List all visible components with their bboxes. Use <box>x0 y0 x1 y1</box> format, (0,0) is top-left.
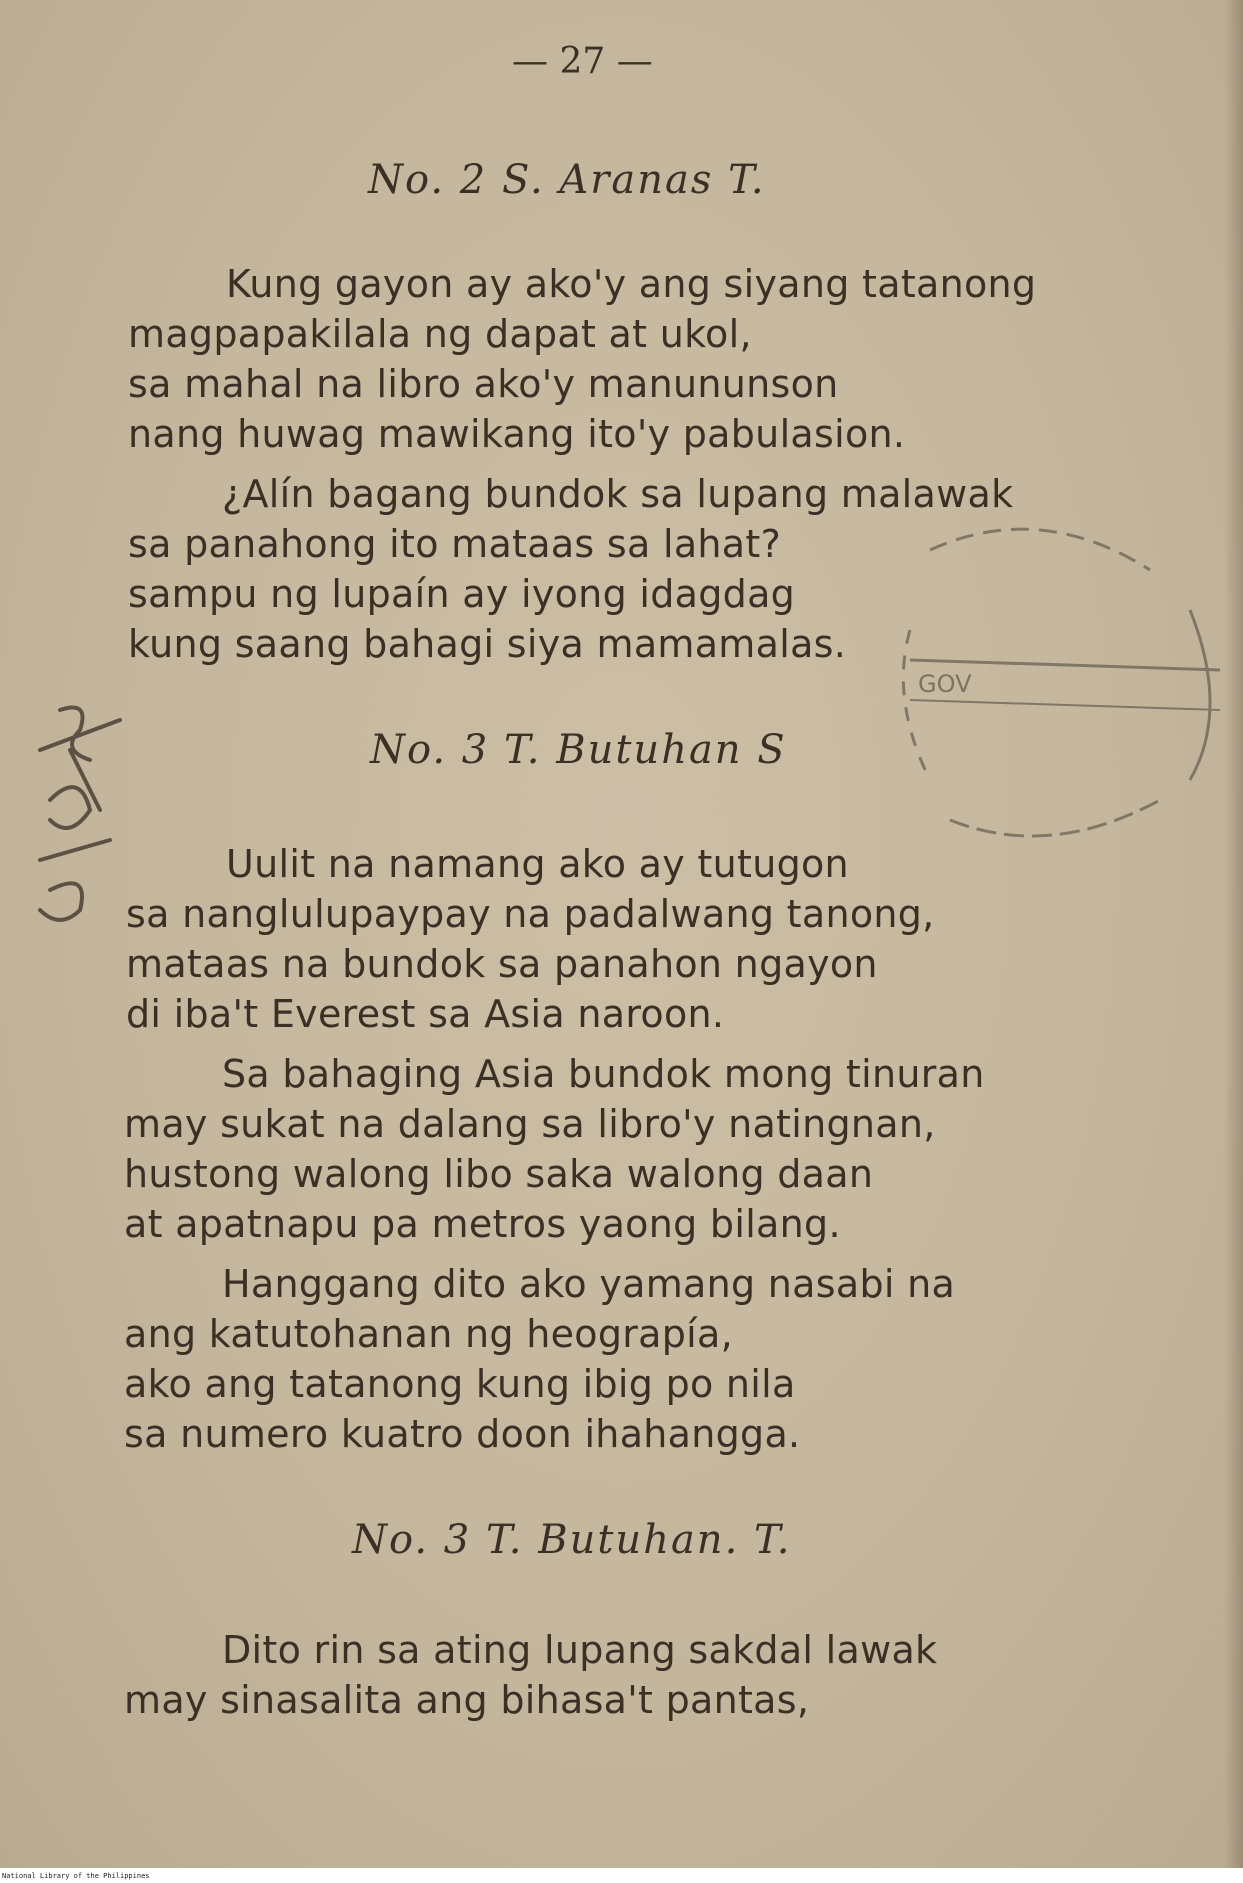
section-heading: No. 3 T. Butuhan S <box>370 727 787 773</box>
verse-line: magpapakilala ng dapat at ukol, <box>128 312 752 356</box>
library-stamp-icon <box>890 520 1230 890</box>
section-heading: No. 3 T. Butuhan. T. <box>352 1517 792 1563</box>
verse-line: Uulit na namang ako ay tutugon <box>226 842 849 886</box>
svg-text:GOV: GOV <box>918 670 972 698</box>
page-number: — 27 — <box>512 41 653 82</box>
verse-line: mataas na bundok sa panahon ngayon <box>126 942 878 986</box>
verse-line: Sa bahaging Asia bundok mong tinuran <box>222 1052 985 1096</box>
section-heading: No. 2 S. Aranas T. <box>368 157 766 203</box>
verse-line: ¿Alín bagang bundok sa lupang malawak <box>222 472 1014 516</box>
verse-line: may sukat na dalang sa libro'y natingnan, <box>124 1102 936 1146</box>
verse-line: di iba't Everest sa Asia naroon. <box>126 992 725 1036</box>
handwritten-note-icon <box>20 690 140 950</box>
verse-line: nang huwag mawikang ito'y pabulasion. <box>128 412 906 456</box>
verse-line: Hanggang dito ako yamang nasabi na <box>222 1262 956 1306</box>
verse-line: sa nanglulupaypay na padalwang tanong, <box>126 892 935 936</box>
verse-line: sa mahal na libro ako'y manununson <box>128 362 839 406</box>
verse-line: kung saang bahagi siya mamamalas. <box>128 622 847 666</box>
verse-line: Dito rin sa ating lupang sakdal lawak <box>222 1628 938 1672</box>
verse-line: at apatnapu pa metros yaong bilang. <box>124 1202 841 1246</box>
verse-line: may sinasalita ang bihasa't pantas, <box>124 1678 810 1722</box>
verse-line: sa panahong ito mataas sa lahat? <box>128 522 782 566</box>
verse-line: hustong walong libo saka walong daan <box>124 1152 874 1196</box>
verse-line: ako ang tatanong kung ibig po nila <box>124 1362 796 1406</box>
footer-credit: National Library of the Philippines <box>2 1872 150 1880</box>
verse-line: sampu ng lupaín ay iyong idagdag <box>128 572 796 616</box>
verse-line: Kung gayon ay ako'y ang siyang tatanong <box>226 262 1037 306</box>
verse-line: ang katutohanan ng heograpía, <box>124 1312 733 1356</box>
verse-line: sa numero kuatro doon ihahangga. <box>124 1412 801 1456</box>
